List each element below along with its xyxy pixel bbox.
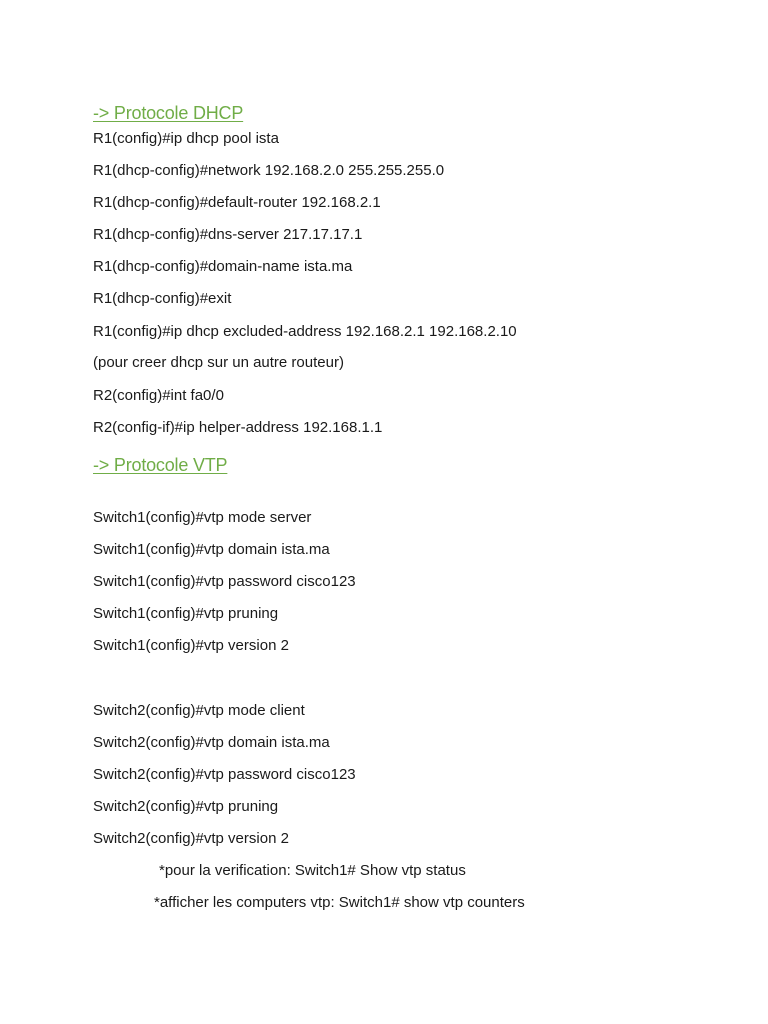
vtp-verification-note: *pour la verification: Switch1# Show vtp status (159, 862, 466, 879)
dhcp-line: R1(dhcp-config)#default-router 192.168.2.1 (93, 194, 381, 211)
dhcp-line: R2(config)#int fa0/0 (93, 387, 224, 404)
dhcp-line: R1(dhcp-config)#network 192.168.2.0 255.255.255.0 (93, 162, 445, 179)
dhcp-line: R1(dhcp-config)#exit (93, 290, 232, 307)
vtp-switch2-line: Switch2(config)#vtp version 2 (93, 830, 289, 847)
dhcp-line: R1(config)#ip dhcp excluded-address 192.168.2.1 192.168.2.10 (93, 323, 517, 340)
dhcp-line: (pour creer dhcp sur un autre routeur) (93, 354, 344, 371)
dhcp-line: R1(config)#ip dhcp pool ista (93, 130, 279, 147)
vtp-switch2-line: Switch2(config)#vtp password cisco123 (93, 766, 356, 783)
vtp-counters-note: *afficher les computers vtp: Switch1# show vtp counters (154, 894, 525, 911)
vtp-switch1-line: Switch1(config)#vtp pruning (93, 605, 279, 622)
vtp-switch1-line: Switch1(config)#vtp version 2 (93, 637, 289, 654)
vtp-switch2-line: Switch2(config)#vtp pruning (93, 798, 279, 815)
dhcp-line: R1(dhcp-config)#domain-name ista.ma (93, 258, 353, 275)
vtp-switch1-line: Switch1(config)#vtp domain ista.ma (93, 541, 330, 558)
vtp-switch1-line: Switch1(config)#vtp mode server (93, 509, 312, 526)
vtp-switch1-line: Switch1(config)#vtp password cisco123 (93, 573, 356, 590)
vtp-heading: -> Protocole VTP (93, 455, 228, 475)
vtp-switch2-line: Switch2(config)#vtp mode client (93, 702, 305, 719)
dhcp-line: R1(dhcp-config)#dns-server 217.17.17.1 (93, 226, 363, 243)
vtp-switch2-line: Switch2(config)#vtp domain ista.ma (93, 734, 330, 751)
dhcp-heading: -> Protocole DHCP (93, 103, 244, 123)
dhcp-line: R2(config-if)#ip helper-address 192.168.1.1 (93, 419, 383, 436)
